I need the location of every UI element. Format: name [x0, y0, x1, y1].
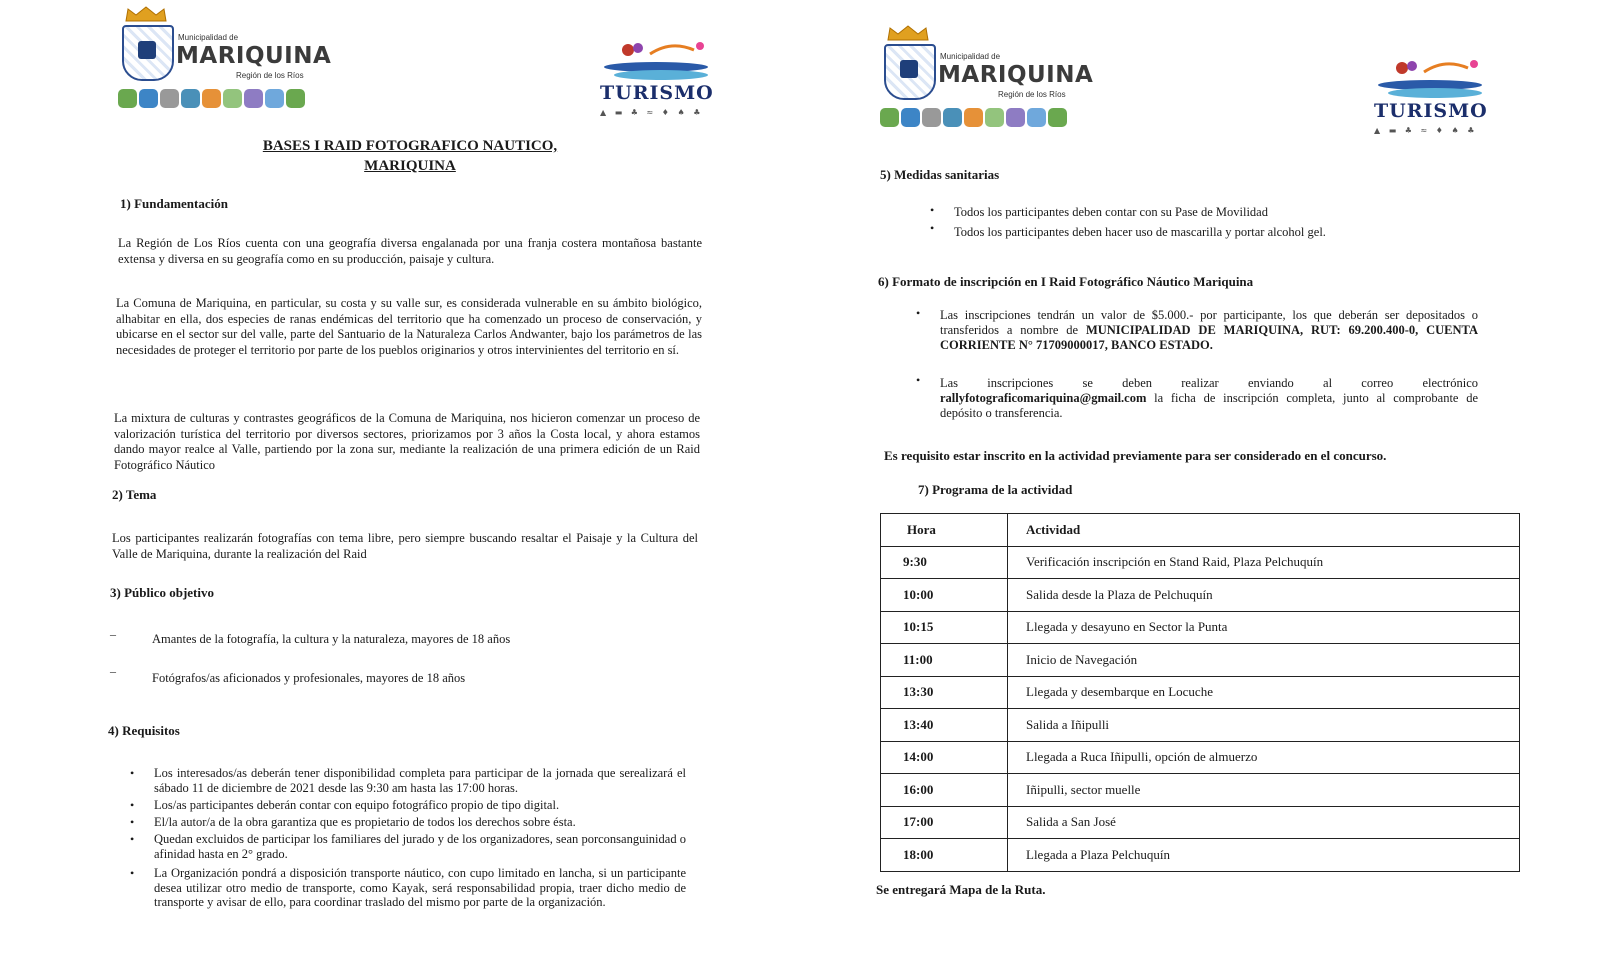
requirement-item-4: Quedan excluidos de participar los familiares del jurado y de los organizadores, sean porconsanguinidad o afinidad hasta en 2° grado.	[154, 832, 686, 861]
logo-pictogram-icon	[1048, 108, 1067, 127]
logo-pictogram-icon	[139, 89, 158, 108]
turismo-icons: ▲ ▬ ♣ ≈ ♦ ♠ ♣	[1374, 126, 1478, 135]
logo-pictogram-icon	[181, 89, 200, 108]
schedule-time: 13:40	[881, 709, 1008, 742]
requirement-item-5: La Organización pondrá a disposición transporte náutico, con cupo limitado en lancha, si un participante desea utilizar otro medio de transporte, como Kayak, será responsabilidad propia, traer dicho medio de transporte y avisar de ello, para coordinar traslado del mismo por parte de la organización.	[154, 866, 686, 909]
bullet-icon: •	[130, 766, 135, 780]
bullet-icon: •	[916, 306, 921, 320]
logo-pictogram-icon	[943, 108, 962, 127]
turismo-graphic-icon	[1390, 56, 1480, 80]
logo-pictogram-icon	[901, 108, 920, 127]
section-1-paragraph-2: La Comuna de Mariquina, en particular, su costa y su valle sur, es considerada vulnerable en su ámbito biológico, alhabitar en ella, dos especies de ranas endémicas del territorio que ha comenzado un proceso de conservación, y ubicarse en el sector sur del valle, parte del Santuario de la Naturaleza Carlos Andwanter, bajo los parámetros de las necesidades de proteger el territorio por parte de los pueblos originarios y otros intervinientes del territorio en sí.	[116, 296, 702, 357]
table-row	[881, 579, 1520, 612]
section-1-paragraph-1: La Región de Los Ríos cuenta con una geografía diversa engalanada por una franja costera montañosa bastante extensa y diversa en su geografía como en su producción, paisaje y cultura.	[118, 236, 702, 266]
logo-pictogram-icon	[202, 89, 221, 108]
registration-item-1	[940, 308, 1478, 353]
turismo-logo	[1372, 54, 1492, 144]
section-7-heading: 7) Programa de la actividad	[918, 482, 1073, 497]
registration-email: rallyfotograficomariquina@gmail.com	[940, 391, 1147, 405]
document-page-right	[790, 0, 1600, 960]
sanitary-item-2: Todos los participantes deben hacer uso de mascarilla y portar alcohol gel.	[954, 225, 1326, 239]
logo-pictogram-icon	[880, 108, 899, 127]
logo-pictogram-icon	[118, 89, 137, 108]
schedule-activity: Llegada a Ruca Iñipulli, opción de almuerzo	[1008, 741, 1520, 774]
schedule-activity: Llegada y desayuno en Sector la Punta	[1008, 611, 1520, 644]
bank-account-details: MUNICIPALIDAD DE MARIQUINA, RUT: 69.200.400-0, CUENTA CORRIENTE N° 71709000017, BANCO ESTADO.	[940, 323, 1478, 352]
bullet-icon: •	[930, 203, 935, 217]
document-title	[200, 136, 620, 176]
document-page-left	[0, 0, 790, 960]
bullet-icon: •	[930, 221, 935, 235]
requirement-item-3: El/la autor/a de la obra garantiza que es propietario de todos los derechos sobre ésta.	[154, 815, 576, 829]
section-1-heading: 1) Fundamentación	[120, 196, 228, 211]
schedule-activity: Salida a Iñipulli	[1008, 709, 1520, 742]
section-5-heading: 5) Medidas sanitarias	[880, 167, 1000, 182]
table-row	[881, 546, 1520, 579]
section-2-heading: 2) Tema	[112, 487, 157, 502]
dash-bullet: –	[110, 664, 116, 678]
schedule-activity: Salida desde la Plaza de Pelchuquín	[1008, 579, 1520, 612]
logo-pictogram-icon	[286, 89, 305, 108]
logo-pictogram-icon	[964, 108, 983, 127]
registration-item-2	[940, 376, 1478, 421]
section-1-paragraph-3: La mixtura de culturas y contrastes geográficos de la Comuna de Mariquina, nos hicieron comenzar un proceso de valorización turística del territorio por diversos sectores, priorizamos por 3 años la Costa local, y ahora estamos dando mayor realce al Valle, partiendo por la zona sur, mediante la realización de una primera edición de un Raid Fotográfico Náutico	[114, 411, 700, 472]
logo-pictogram-icon	[1006, 108, 1025, 127]
logo-icon-row	[880, 108, 1067, 127]
section-3-heading: 3) Público objetivo	[110, 585, 214, 600]
turismo-logo	[598, 36, 718, 126]
logo-text-name: MARIQUINA	[938, 62, 1094, 88]
schedule-time: 17:00	[881, 806, 1008, 839]
schedule-time: 9:30	[881, 546, 1008, 579]
schedule-activity: Inicio de Navegación	[1008, 644, 1520, 677]
requirement-item-1: Los interesados/as deberán tener disponibilidad completa para participar de la jornada que serealizará el sábado 11 de diciembre de 2021 desde las 9:30 am hasta las 17:00 horas.	[154, 766, 686, 795]
section-2-paragraph: Los participantes realizarán fotografías con tema libre, pero siempre buscando resaltar el Paisaje y la Cultura del Valle de Mariquina, durante la realización del Raid	[112, 531, 698, 561]
logo-pictogram-icon	[244, 89, 263, 108]
logo-pictogram-icon	[265, 89, 284, 108]
municipality-logo	[118, 5, 332, 115]
bullet-icon: •	[916, 373, 921, 387]
logo-text-region: Región de los Ríos	[998, 90, 1066, 99]
logo-pictogram-icon	[1027, 108, 1046, 127]
logo-text-name: MARIQUINA	[176, 43, 332, 69]
audience-item-1: Amantes de la fotografía, la cultura y la naturaleza, mayores de 18 años	[152, 632, 511, 646]
logo-pictogram-icon	[160, 89, 179, 108]
schedule-activity: Iñipulli, sector muelle	[1008, 774, 1520, 807]
schedule-time: 11:00	[881, 644, 1008, 677]
table-row	[881, 741, 1520, 774]
logo-icon-row	[118, 89, 305, 108]
turismo-icons: ▲ ▬ ♣ ≈ ♦ ♠ ♣	[600, 108, 704, 117]
column-header-actividad: Actividad	[1008, 514, 1520, 547]
turismo-graphic-icon	[616, 38, 706, 62]
table-row	[881, 774, 1520, 807]
table-row	[881, 676, 1520, 709]
schedule-activity: Verificación inscripción en Stand Raid, Plaza Pelchuquín	[1008, 546, 1520, 579]
turismo-text: TURISMO	[1374, 100, 1488, 122]
table-row	[881, 644, 1520, 677]
registration-item-2-text: Las inscripciones se deben realizar enviando al correo electrónico	[940, 376, 1478, 390]
registration-item-2-text-end: la ficha de inscripción completa, junto al comprobante de depósito o transferencia.	[940, 391, 1478, 420]
schedule-time: 16:00	[881, 774, 1008, 807]
column-header-hora: Hora	[881, 514, 1008, 547]
activity-schedule-table	[880, 513, 1520, 872]
schedule-activity: Salida a San José	[1008, 806, 1520, 839]
table-row	[881, 806, 1520, 839]
municipality-logo	[880, 24, 1094, 134]
logo-pictogram-icon	[922, 108, 941, 127]
table-header-row	[881, 514, 1520, 547]
crown-icon	[886, 24, 930, 42]
schedule-activity: Llegada a Plaza Pelchuquín	[1008, 839, 1520, 872]
dash-bullet: –	[110, 627, 116, 641]
schedule-time: 13:30	[881, 676, 1008, 709]
schedule-body	[881, 546, 1520, 871]
logo-pictogram-icon	[223, 89, 242, 108]
table-row	[881, 709, 1520, 742]
requirement-item-2: Los/as participantes deberán contar con equipo fotográfico propio de tipo digital.	[154, 798, 560, 812]
bullet-icon: •	[130, 832, 135, 846]
table-row	[881, 611, 1520, 644]
bullet-icon: •	[130, 866, 135, 880]
turismo-text: TURISMO	[600, 82, 714, 104]
shield-icon	[122, 25, 174, 81]
logo-text-top: Municipalidad de	[940, 52, 1001, 61]
logo-text-region: Región de los Ríos	[236, 71, 304, 80]
shield-icon	[884, 44, 936, 100]
map-note: Se entregará Mapa de la Ruta.	[876, 882, 1046, 897]
bullet-icon: •	[130, 815, 135, 829]
sanitary-item-1: Todos los participantes deben contar con su Pase de Movilidad	[954, 205, 1268, 219]
table-row	[881, 839, 1520, 872]
registration-requirement-note: Es requisito estar inscrito en la actividad previamente para ser considerado en el concurso.	[884, 448, 1387, 463]
crown-icon	[124, 5, 168, 23]
schedule-time: 18:00	[881, 839, 1008, 872]
audience-item-2: Fotógrafos/as aficionados y profesionales, mayores de 18 años	[152, 671, 466, 685]
schedule-time: 10:15	[881, 611, 1008, 644]
schedule-activity: Llegada y desembarque en Locuche	[1008, 676, 1520, 709]
logo-pictogram-icon	[985, 108, 1004, 127]
title-line-1: BASES I RAID FOTOGRAFICO NAUTICO,	[262, 138, 558, 154]
bullet-icon: •	[130, 798, 135, 812]
logo-text-top: Municipalidad de	[178, 33, 239, 42]
section-6-heading: 6) Formato de inscripción en I Raid Fotográfico Náutico Mariquina	[878, 274, 1254, 289]
section-4-heading: 4) Requisitos	[108, 723, 180, 738]
schedule-time: 14:00	[881, 741, 1008, 774]
schedule-time: 10:00	[881, 579, 1008, 612]
registration-item-1-text: Las inscripciones tendrán un valor de $5.000.- por participante, los que deberán ser depositados o transferidos a nombre de	[940, 308, 1478, 337]
title-line-2: MARIQUINA	[364, 158, 456, 174]
